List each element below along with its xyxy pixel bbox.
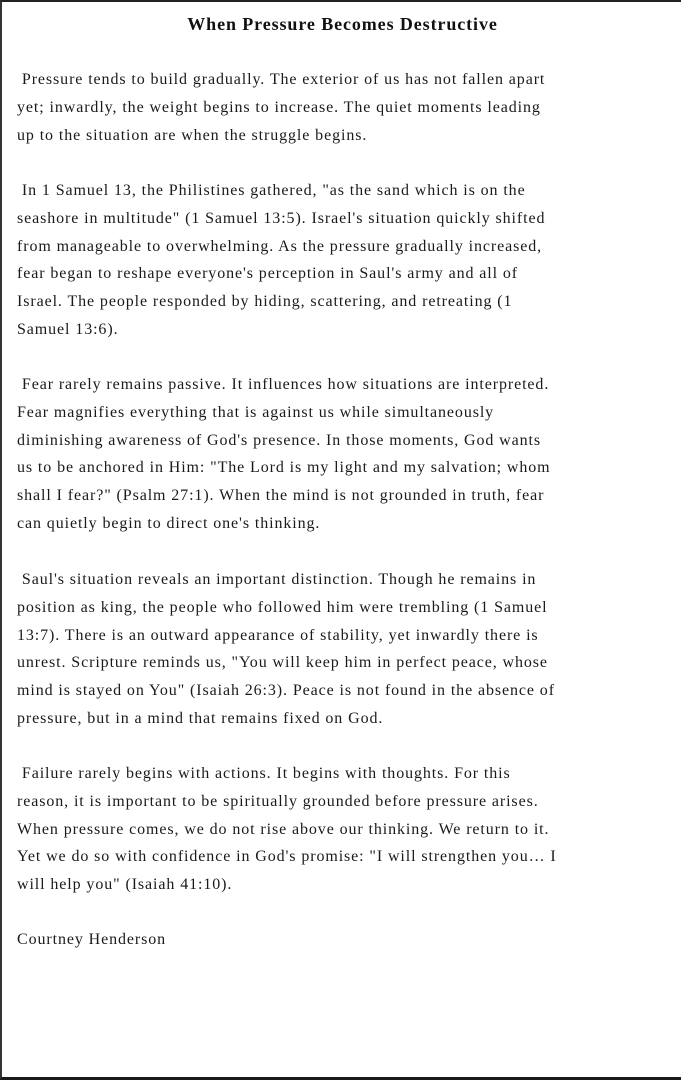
text-line: 13:7). There is an outward appearance of stability, yet inwardly there is bbox=[17, 626, 539, 644]
text-line: up to the situation are when the struggle begins. bbox=[17, 126, 368, 144]
paragraph-3 bbox=[17, 371, 677, 538]
text-line: yet; inwardly, the weight begins to increase. The quiet moments leading bbox=[17, 98, 541, 116]
text-line: fear began to reshape everyone's perception in Saul's army and all of bbox=[17, 265, 519, 283]
author-name: Courtney Henderson bbox=[17, 931, 167, 948]
text-line: Failure rarely begins with actions. It begins with thoughts. For this bbox=[17, 765, 511, 782]
text-line: reason, it is important to be spiritually grounded before pressure arises. bbox=[17, 792, 539, 810]
paragraph-5 bbox=[17, 760, 677, 899]
paragraph-2 bbox=[17, 177, 677, 344]
text-line: Pressure tends to build gradually. The exterior of us has not fallen apart bbox=[17, 71, 546, 88]
text-line: pressure, but in a mind that remains fixed on God. bbox=[17, 709, 384, 727]
author-signature bbox=[17, 926, 677, 954]
text-line: seashore in multitude" (1 Samuel 13:5). Israel's situation quickly shifted bbox=[17, 209, 546, 227]
text-line: shall I fear?" (Psalm 27:1). When the mind is not grounded in truth, fear bbox=[17, 487, 545, 505]
text-line: Israel. The people responded by hiding, scattering, and retreating (1 bbox=[17, 293, 513, 311]
paragraph-4 bbox=[17, 566, 677, 733]
text-line: from manageable to overwhelming. As the pressure gradually increased, bbox=[17, 237, 543, 255]
text-line: can quietly begin to direct one's thinking. bbox=[17, 514, 321, 532]
text-line: mind is stayed on You" (Isaiah 26:3). Peace is not found in the absence of bbox=[17, 682, 555, 700]
text-line: position as king, the people who followed him were trembling (1 Samuel bbox=[17, 598, 548, 616]
text-line: Saul's situation reveals an important distinction. Though he remains in bbox=[17, 571, 537, 588]
text-line: Fear rarely remains passive. It influences how situations are interpreted. bbox=[17, 376, 550, 393]
paragraph-1 bbox=[17, 66, 677, 149]
text-line: diminishing awareness of God's presence. In those moments, God wants bbox=[17, 431, 541, 449]
text-line: When pressure comes, we do not rise above our thinking. We return to it. bbox=[17, 820, 550, 838]
document-title: When Pressure Becomes Destructive bbox=[187, 14, 498, 34]
text-line: Yet we do so with confidence in God's promise: "I will strengthen you… I bbox=[17, 848, 557, 866]
text-line: In 1 Samuel 13, the Philistines gathered, "as the sand which is on the bbox=[17, 182, 526, 199]
text-line: Samuel 13:6). bbox=[17, 320, 119, 338]
text-line: will help you" (Isaiah 41:10). bbox=[17, 876, 233, 894]
text-line: unrest. Scripture reminds us, "You will keep him in perfect peace, whose bbox=[17, 654, 548, 672]
text-line: Fear magnifies everything that is against us while simultaneously bbox=[17, 403, 495, 421]
text-line: us to be anchored in Him: "The Lord is my light and my salvation; whom bbox=[17, 459, 551, 477]
